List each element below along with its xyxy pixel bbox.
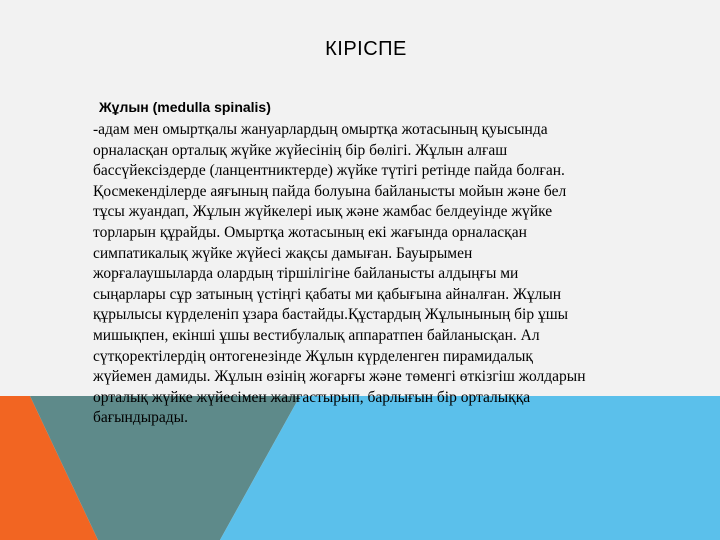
body-line: құрылысы күрделеніп ұзара бастайды.Құстардың Жұлынының бір ұшы bbox=[93, 306, 569, 324]
body-text bbox=[93, 98, 703, 429]
body-line: Қосмекенділерде аяғының пайда болуына байланысты мойын және бел bbox=[93, 182, 567, 200]
slide-title: КІРІСПЕ bbox=[325, 38, 407, 60]
body-line: бассүйексіздерде (ланцентниктерде) жүйке түтігі ретінде пайда болған. bbox=[93, 162, 565, 180]
body-line: бағындырады. bbox=[93, 409, 188, 427]
body-line: мишықпен, екінші ұшы вестибулалық аппаратпен байланысқан. Ал bbox=[93, 326, 540, 344]
body-line: жүйемен дамиды. Жұлын өзінің жоғарғы және төменгі өткізгіш жолдарын bbox=[93, 368, 586, 386]
body-line: -адам мен омыртқалы жануарлардың омыртқа жотасының қуысында bbox=[93, 121, 548, 138]
body-line: орталық жүйке жүйесімен жалғастырып, барлығын бір орталыққа bbox=[93, 388, 531, 406]
body-line: торларын құрайды. Омыртқа жотасының екі жағында орналасқан bbox=[93, 223, 527, 241]
body-line: тұсы жуандап, Жұлын жүйкелері иық және жамбас белдеуінде жүйке bbox=[93, 203, 553, 221]
body-line: жорғалаушыларда олардың тіршілігіне байланысты алдыңғы ми bbox=[93, 265, 519, 283]
body-line: симпатикалық жүйке жүйесі жақсы дамыған. Бауырымен bbox=[93, 244, 473, 262]
body-line: сыңарлары сұр затының үстіңгі қабаты ми қабығына айналған. Жұлын bbox=[93, 285, 562, 303]
body-line: сүтқоректілердің онтогенезінде Жұлын күрделенген пирамидалық bbox=[93, 347, 533, 365]
body-line: орналасқан орталық жүйке жүйесінің бір бөлігі. Жұлын алғаш bbox=[93, 141, 508, 159]
subtitle: Жұлын (medulla spinalis) bbox=[99, 99, 271, 115]
